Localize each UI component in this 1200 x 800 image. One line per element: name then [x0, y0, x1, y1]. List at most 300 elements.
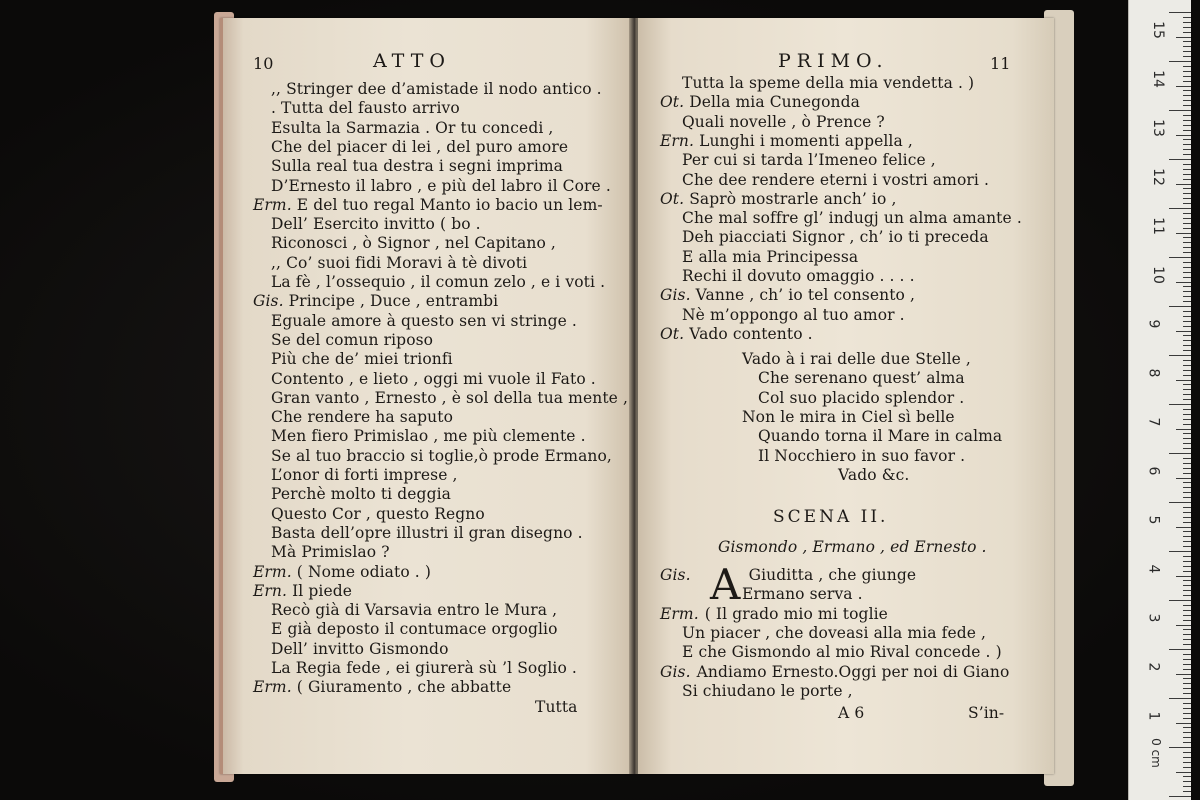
line-text: D’Ernesto il labro , e più del labro il Core . [271, 176, 611, 195]
ruler-tick [1183, 561, 1191, 562]
left-running-header: ATTO [373, 50, 451, 72]
ruler-tick [1183, 683, 1191, 684]
ruler-tick [1183, 296, 1191, 297]
line-text: Che dee rendere eterni i vostri amori . [682, 170, 989, 189]
ruler-tick [1183, 443, 1191, 444]
right-page-number: 11 [990, 54, 1011, 73]
ruler-tick [1183, 41, 1191, 42]
verse-line [271, 485, 451, 504]
verse-line [271, 215, 481, 234]
ruler-unit-label: 0 cm [1148, 738, 1163, 768]
verse-line [253, 196, 603, 215]
ruler-number: 8 [1145, 368, 1162, 378]
ruler-tick [1183, 742, 1191, 743]
verse-line [271, 447, 612, 466]
line-text: Che del piacer di lei , del puro amore [271, 137, 569, 156]
aria-line: Vado &c. [838, 465, 910, 484]
ruler-tick [1183, 100, 1191, 101]
ruler-tick [1183, 536, 1191, 537]
ruler-tick [1183, 335, 1191, 336]
signature-mark: A 6 [838, 704, 865, 722]
ruler-tick [1169, 110, 1191, 111]
line-text: ( Giuramento , che abbatte [296, 678, 512, 697]
verse-line [253, 292, 498, 311]
line-text: Tutta la speme della mia vendetta . ) [682, 74, 975, 92]
verse-line [682, 248, 858, 267]
ruler-number: 14 [1149, 70, 1166, 88]
ruler-tick [1183, 218, 1191, 219]
ruler-tick [1183, 703, 1191, 704]
ruler-tick [1169, 61, 1191, 62]
ruler-tick [1183, 512, 1191, 513]
ruler-tick [1183, 46, 1191, 47]
line-text: E che Gismondo al mio Rival concede . ) [682, 643, 1002, 662]
verse-line [271, 80, 602, 99]
ruler-number: 12 [1149, 168, 1166, 186]
verse-line [660, 663, 1009, 682]
ruler-tick [1176, 184, 1191, 185]
ruler-tick [1183, 669, 1191, 670]
speaker-label: Ot. [660, 93, 685, 112]
verse-line [271, 389, 628, 408]
ruler-tick [1183, 365, 1191, 366]
line-text: Ermano serva . [742, 585, 863, 604]
left-catchword: Tutta [535, 698, 578, 716]
verse-line [271, 505, 485, 524]
line-text: ,, Co’ suoi fidi Moravi à tè divoti [271, 253, 528, 272]
speaker-label: Gis. [660, 662, 691, 681]
verse-line [271, 466, 458, 485]
verse-line [660, 286, 915, 305]
ruler-tick [1183, 757, 1191, 758]
line-text: Dell’ Esercito invitto ( bo . [271, 215, 481, 234]
ruler-tick [1183, 311, 1191, 312]
verse-line [682, 228, 989, 247]
ruler-number: 1 [1145, 711, 1162, 721]
ruler-tick [1183, 468, 1191, 469]
ruler-tick [1176, 37, 1191, 38]
ruler-tick [1169, 502, 1191, 503]
ruler-tick [1183, 56, 1191, 57]
line-text: Principe , Duce , entrambi [288, 292, 499, 311]
ruler-tick [1183, 198, 1191, 199]
ruler-tick [1183, 95, 1191, 96]
ruler-number: 10 [1149, 266, 1166, 284]
ruler-tick [1176, 233, 1191, 234]
line-text: Recò già di Varsavia entro le Mura , [271, 601, 558, 620]
line-text: E alla mia Principessa [682, 247, 859, 266]
verse-line [682, 267, 915, 286]
ruler-tick [1176, 282, 1191, 283]
aria-line: Vado à i rai delle due Stelle , [742, 350, 971, 368]
ruler-tick [1176, 429, 1191, 430]
verse-line [271, 427, 586, 446]
ruler-tick [1183, 693, 1191, 694]
ruler-tick [1183, 546, 1191, 547]
ruler-tick [1183, 203, 1191, 204]
ruler-tick [1183, 448, 1191, 449]
ruler-tick [1169, 747, 1191, 748]
line-text: Si chiudano le porte , [682, 681, 853, 700]
verse-line [271, 177, 611, 196]
drop-cap: A [710, 560, 741, 609]
verse-line [682, 682, 853, 701]
verse-line [682, 113, 885, 132]
ruler-tick [1183, 571, 1191, 572]
ruler-tick [1183, 154, 1191, 155]
ruler-tick [1176, 380, 1191, 381]
ruler-tick [1176, 576, 1191, 577]
ruler-tick [1183, 360, 1191, 361]
ruler-number: 13 [1149, 119, 1166, 137]
line-text: Della mia Cunegonda [689, 93, 861, 112]
line-text: Quali novelle , ò Prence ? [682, 112, 885, 131]
ruler-tick [1183, 786, 1191, 787]
ruler-tick [1183, 727, 1191, 728]
verse-line [271, 331, 433, 350]
ruler-tick [1183, 105, 1191, 106]
aria-line: Non le mira in Ciel sì belle [742, 407, 955, 426]
ruler-tick [1183, 664, 1191, 665]
ruler-tick [1183, 644, 1191, 645]
ruler-tick [1183, 316, 1191, 317]
speaker-label: Erm. [253, 562, 292, 581]
ruler-tick [1183, 144, 1191, 145]
verse-line [660, 605, 888, 624]
ruler-tick [1183, 345, 1191, 346]
ruler-tick [1176, 723, 1191, 724]
ruler-tick [1183, 610, 1191, 611]
ruler-tick [1183, 237, 1191, 238]
verse-line [271, 543, 390, 562]
ruler-tick [1183, 580, 1191, 581]
ruler-tick [1183, 414, 1191, 415]
ruler-tick [1183, 262, 1191, 263]
ruler-tick [1183, 223, 1191, 224]
line-text: Lunghi i momenti appella , [699, 131, 913, 150]
ruler-tick [1183, 497, 1191, 498]
ruler-tick [1183, 482, 1191, 483]
ruler-tick [1183, 125, 1191, 126]
ruler-tick [1183, 193, 1191, 194]
ruler-tick [1183, 286, 1191, 287]
verse-line [682, 624, 986, 643]
line-text: La Regia fede , ei giurerà sù ’l Soglio . [271, 659, 577, 677]
ruler-tick [1183, 130, 1191, 131]
ruler-tick [1169, 306, 1191, 307]
verse-line [271, 312, 577, 331]
ruler-tick [1183, 17, 1191, 18]
ruler-tick [1169, 404, 1191, 405]
ruler-tick [1183, 639, 1191, 640]
line-text: Basta dell’opre illustri il gran disegno . [271, 523, 583, 542]
ruler-tick [1183, 394, 1191, 395]
ruler-tick [1183, 419, 1191, 420]
ruler-tick [1183, 458, 1191, 459]
ruler-tick [1169, 355, 1191, 356]
verse-line [271, 408, 453, 427]
ruler-tick [1183, 301, 1191, 302]
verse-line [682, 209, 1022, 228]
ruler-tick [1183, 620, 1191, 621]
line-text: La fè , l’ossequio , il comun zelo , e i voti . [271, 273, 606, 291]
line-text: Deh piacciati Signor , ch’ io ti preceda [682, 228, 989, 247]
verse-line [682, 171, 989, 190]
line-text: Rechi il dovuto omaggio . . . . [682, 267, 915, 285]
ruler-tick [1169, 649, 1191, 650]
line-text: Un piacer , che doveasi alla mia fede , [682, 623, 987, 642]
verse-line [742, 585, 863, 604]
ruler-tick [1169, 600, 1191, 601]
ruler-tick [1183, 27, 1191, 28]
ruler-number: 4 [1145, 564, 1162, 574]
line-text: Riconosci , ò Signor , nel Capitano , [271, 234, 556, 253]
speaker-label: Gis. [660, 286, 691, 305]
line-text: Questo Cor , questo Regno [271, 504, 485, 523]
ruler-tick [1183, 487, 1191, 488]
ruler-tick [1183, 272, 1191, 273]
ruler-tick [1183, 605, 1191, 606]
line-text: E del tuo regal Manto io bacio un lem- [296, 195, 603, 214]
ruler-tick [1183, 164, 1191, 165]
ruler-tick [1183, 188, 1191, 189]
ruler-tick [1183, 781, 1191, 782]
ruler-tick [1183, 174, 1191, 175]
verse-line [271, 157, 563, 176]
ruler-tick [1183, 762, 1191, 763]
ruler-tick [1183, 463, 1191, 464]
speaker-label: Ot. [660, 189, 685, 208]
line-text: E già deposto il contumace orgoglio [271, 620, 558, 639]
ruler-tick [1183, 585, 1191, 586]
verse-line [271, 138, 568, 157]
verse-line [253, 563, 431, 582]
aria-line: Col suo placido splendor . [758, 388, 965, 407]
line-text: Che rendere ha saputo [271, 408, 454, 427]
verse-line [682, 74, 974, 93]
verse-line [253, 582, 352, 601]
measuring-ruler [1128, 0, 1191, 800]
verse-line [682, 306, 905, 325]
line-text: Contento , e lieto , oggi mi vuole il Fato . [271, 369, 596, 388]
ruler-tick [1169, 12, 1191, 13]
line-text: L’onor di forti imprese , [271, 466, 458, 484]
ruler-tick [1176, 772, 1191, 773]
ruler-tick [1183, 517, 1191, 518]
line-text: Sulla real tua destra i segni imprima [271, 157, 564, 176]
line-text: Vado contento . [689, 324, 813, 343]
ruler-tick [1183, 350, 1191, 351]
speaker-label: Erm. [660, 604, 699, 623]
ruler-tick [1169, 796, 1191, 797]
line-text: Perchè molto ti deggia [271, 485, 452, 504]
line-text: Il piede [292, 581, 353, 600]
ruler-tick [1183, 566, 1191, 567]
right-page [638, 18, 1054, 774]
ruler-tick [1183, 370, 1191, 371]
ruler-tick [1183, 76, 1191, 77]
ruler-tick [1183, 678, 1191, 679]
ruler-tick [1183, 522, 1191, 523]
ruler-tick [1183, 247, 1191, 248]
right-catchword: S’in- [968, 704, 1005, 722]
ruler-tick [1183, 438, 1191, 439]
line-text: Giuditta , che giunge [748, 566, 917, 584]
ruler-tick [1183, 169, 1191, 170]
ruler-tick [1169, 551, 1191, 552]
ruler-tick [1183, 120, 1191, 121]
ruler-tick [1183, 473, 1191, 474]
verse-line [682, 643, 1002, 662]
verse-line [660, 190, 896, 209]
ruler-tick [1183, 409, 1191, 410]
ruler-tick [1183, 791, 1191, 792]
verse-line [271, 234, 556, 253]
line-text: Più che de’ miei trionfi [271, 350, 453, 369]
open-book [214, 8, 1074, 788]
ruler-tick [1183, 252, 1191, 253]
line-text: Dell’ invitto Gismondo [271, 639, 449, 658]
aria-line: Che serenano quest’ alma [758, 369, 965, 388]
ruler-tick [1183, 732, 1191, 733]
verse-line [660, 566, 916, 585]
ruler-tick [1183, 22, 1191, 23]
ruler-tick [1183, 767, 1191, 768]
ruler-tick [1183, 424, 1191, 425]
ruler-tick [1183, 267, 1191, 268]
verse-line [271, 524, 583, 543]
line-text: ,, Stringer dee d’amistade il nodo antico . [271, 80, 602, 98]
left-page [220, 18, 635, 774]
ruler-tick [1183, 688, 1191, 689]
ruler-number: 15 [1149, 21, 1166, 39]
ruler-tick [1183, 242, 1191, 243]
ruler-tick [1183, 277, 1191, 278]
ruler-tick [1183, 321, 1191, 322]
ruler-tick [1183, 340, 1191, 341]
ruler-tick [1183, 590, 1191, 591]
ruler-tick [1176, 86, 1191, 87]
ruler-tick [1183, 66, 1191, 67]
ruler-tick [1183, 708, 1191, 709]
ruler-tick [1183, 51, 1191, 52]
ruler-tick [1176, 135, 1191, 136]
ruler-tick [1183, 90, 1191, 91]
ruler-tick [1183, 399, 1191, 400]
ruler-tick [1183, 115, 1191, 116]
line-text: Per cui si tarda l’Imeneo felice , [682, 151, 936, 170]
verse-line [271, 254, 527, 273]
ruler-tick [1183, 556, 1191, 557]
ruler-tick [1183, 139, 1191, 140]
ruler-number: 6 [1145, 466, 1162, 476]
ruler-tick [1169, 257, 1191, 258]
ruler-tick [1169, 159, 1191, 160]
ruler-tick [1176, 478, 1191, 479]
speaker-label: Ot. [660, 324, 685, 343]
ruler-tick [1183, 615, 1191, 616]
line-text: Saprò mostrarle anch’ io , [689, 189, 897, 208]
ruler-number: 3 [1145, 613, 1162, 623]
ruler-tick [1183, 384, 1191, 385]
line-text: ( Il grado mio mi toglie [704, 604, 888, 623]
ruler-tick [1183, 634, 1191, 635]
ruler-tick [1183, 326, 1191, 327]
verse-line [271, 601, 557, 620]
line-text: Gran vanto , Ernesto , è sol della tua mente , [271, 388, 628, 407]
ruler-tick [1169, 208, 1191, 209]
ruler-tick [1183, 81, 1191, 82]
speaker-label: Erm. [253, 195, 292, 214]
line-text: Se del comun riposo [271, 330, 434, 349]
scene-title: SCENA II. [773, 507, 889, 527]
line-text: Che mal soffre gl’ indugj un alma amante . [682, 209, 1022, 228]
line-text: Se al tuo braccio si toglie,ò prode Ermano, [271, 446, 612, 465]
line-text: ( Nome odiato . ) [296, 562, 431, 581]
verse-line [271, 350, 453, 369]
ruler-number: 9 [1145, 319, 1162, 329]
ruler-tick [1176, 527, 1191, 528]
verse-line [271, 659, 577, 678]
left-page-number: 10 [253, 54, 274, 73]
ruler-tick [1183, 595, 1191, 596]
ruler-tick [1183, 776, 1191, 777]
line-text: . Tutta del fausto arrivo [271, 99, 460, 118]
ruler-tick [1183, 71, 1191, 72]
line-text: Nè m’oppongo al tuo amor . [682, 305, 905, 324]
line-text: Vanne , ch’ io tel consento , [695, 286, 916, 305]
ruler-tick [1183, 737, 1191, 738]
verse-line [271, 640, 449, 659]
ruler-tick [1183, 291, 1191, 292]
speaker-label: Gis. [660, 566, 691, 584]
ruler-tick [1183, 32, 1191, 33]
ruler-tick [1183, 492, 1191, 493]
ruler-number: 5 [1145, 515, 1162, 525]
ruler-tick [1183, 213, 1191, 214]
ruler-tick [1176, 674, 1191, 675]
aria-line: Quando torna il Mare in calma [758, 427, 1003, 446]
ruler-tick [1169, 453, 1191, 454]
ruler-tick [1183, 228, 1191, 229]
speaker-label: Ern. [660, 131, 695, 150]
speaker-label: Erm. [253, 678, 292, 697]
ruler-tick [1183, 713, 1191, 714]
verse-line [271, 99, 460, 118]
ruler-tick [1183, 507, 1191, 508]
line-text: Andiamo Ernesto.Oggi per noi di Giano [696, 662, 1010, 681]
speaker-label: Gis. [253, 292, 284, 311]
scene-characters: Gismondo , Ermano , ed Ernesto . [718, 538, 987, 556]
ruler-number: 7 [1145, 417, 1162, 427]
line-text: Eguale amore à questo sen vi stringe . [271, 311, 577, 330]
verse-line [682, 151, 936, 170]
verse-line [253, 678, 511, 697]
verse-line [271, 119, 553, 138]
ruler-tick [1183, 389, 1191, 390]
verse-line [271, 620, 558, 639]
ruler-tick [1183, 718, 1191, 719]
ruler-tick [1183, 179, 1191, 180]
ruler-tick [1176, 625, 1191, 626]
ruler-tick [1183, 752, 1191, 753]
line-text: Mà Primislao ? [271, 543, 390, 562]
ruler-tick [1183, 149, 1191, 150]
ruler-tick [1169, 698, 1191, 699]
ruler-tick [1183, 375, 1191, 376]
line-text: Esulta la Sarmazia . Or tu concedi , [271, 118, 554, 137]
verse-line [271, 273, 605, 292]
